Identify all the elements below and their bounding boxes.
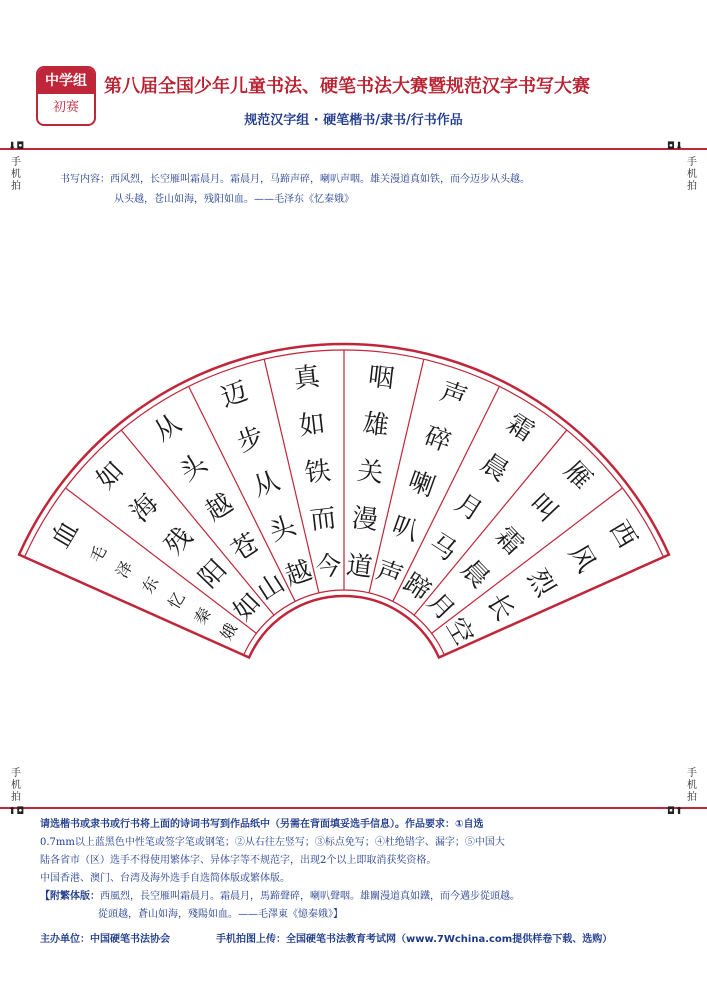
fan-character: 声 — [436, 376, 471, 414]
fan-character: 咽 — [366, 361, 396, 395]
fan-character: 晨 — [455, 554, 495, 594]
camera-arrow-icon-bottom-left: ⬆◘ — [8, 806, 25, 817]
fan-character: 步 — [233, 421, 268, 459]
fan-character: 铁 — [303, 456, 333, 489]
fan-character: 如 — [227, 587, 268, 627]
fan-character: 海 — [124, 488, 165, 529]
fan-character: 毛 — [85, 542, 111, 566]
fan-character: 碎 — [420, 421, 455, 459]
fan-character: 头 — [265, 510, 300, 548]
fan-character: 越 — [281, 555, 316, 593]
fan-character: 叫 — [523, 488, 564, 529]
fan-character: 马 — [423, 528, 462, 568]
traditional-line-1: 西風烈，長空雁叫霜晨月。霜晨月，馬蹄聲碎，喇叭聲咽。雄關漫道真如鐵，而今邁步從頭越。 — [100, 891, 520, 902]
fan-character: 东 — [138, 573, 163, 597]
fan-character: 蹄 — [397, 567, 436, 608]
instructions-line-4: 中国香港、澳门、台湾及海外选手自选简体版或繁体版。 — [40, 873, 290, 884]
fan-frame — [19, 344, 669, 658]
page-title: 第八届全国少年儿童书法、硬笔书法大赛暨规范汉字书写大赛 — [104, 76, 590, 97]
fan-character: 苍 — [226, 528, 265, 568]
content-label: 书写内容： — [60, 174, 110, 185]
fan-character: 真 — [292, 361, 322, 395]
fan-character: 长 — [480, 588, 520, 627]
page-subtitle: 规范汉字组 · 硬笔楷书/隶书/行书作品 — [244, 113, 463, 128]
fan-character: 山 — [252, 567, 291, 608]
footer-upload: 手机拍图上传：全国硬笔书法教育考试网（www.7Wchina.com提供样卷下载、选购） — [216, 934, 613, 945]
badge-round-label: 初赛 — [52, 100, 79, 115]
fan-character: 血 — [45, 515, 85, 554]
footer-organizer: 主办单位：中国硬笔书法协会 — [40, 934, 170, 945]
fan-character: 月 — [449, 488, 488, 528]
fan-character: 道 — [344, 550, 375, 584]
fan-character: 越 — [200, 488, 239, 528]
fan-character: 残 — [159, 521, 199, 562]
fan-character: 雄 — [361, 408, 391, 442]
content-line-1: 西风烈，长空雁叫霜晨月。霜晨月，马蹄声碎，喇叭声咽。雄关漫道真如铁，而今迈步从头越。 — [110, 174, 530, 185]
fan-character: 而 — [308, 503, 338, 537]
fan-character: 娥 — [216, 619, 242, 644]
fan-character: 西 — [603, 515, 643, 554]
instructions-line-2: 0.7mm以上蓝黑色中性笔或签字笔或钢笔；②从右往左竖写；③标点免写；④杜绝错字、漏字；⑤中国大 — [40, 837, 505, 848]
phone-shot-label-top-right: 手 机 拍 — [687, 157, 697, 192]
phone-shot-label-top-left: 手 机 拍 — [11, 157, 21, 192]
fan-character: 空 — [439, 612, 479, 651]
fan-character: 从 — [148, 408, 187, 448]
traditional-label: 【附繁体版： — [40, 891, 100, 902]
fan-character: 今 — [313, 550, 344, 584]
fan-character: 霜 — [501, 408, 540, 448]
fan-character: 雁 — [557, 455, 598, 496]
fan-character: 忆 — [164, 588, 189, 613]
instructions-line-1: 请选楷书或隶书或行书将上面的诗词书写到作品纸中（另需在背面填妥选手信息）。作品要求：①自选 — [40, 819, 484, 830]
fan-character: 霜 — [489, 521, 529, 562]
fan-character: 阳 — [193, 554, 233, 594]
fan-character: 如 — [90, 455, 131, 496]
fan-character: 烈 — [521, 564, 561, 602]
instructions-line-3: 陆各省市（区）选手不得使用繁体字、异体字等不规范字，出现2个以上即取消获奖资格。 — [40, 855, 437, 866]
fan-character: 声 — [372, 555, 407, 593]
phone-shot-label-bottom-right: 手 机 拍 — [687, 768, 697, 803]
content-line-2: 从头越，苍山如海，残阳如血。——毛泽东《忆秦娥》 — [114, 194, 354, 205]
camera-arrow-icon-top-right: ◘⬇ — [667, 141, 684, 152]
fan-character: 晨 — [475, 448, 514, 488]
fan-character: 喇 — [404, 465, 439, 504]
fan-character: 从 — [249, 465, 284, 504]
fan-character: 迈 — [217, 376, 252, 414]
fan-character: 秦 — [190, 604, 215, 628]
fan-character: 头 — [174, 448, 213, 488]
badge-group-label: 中学组 — [38, 68, 94, 94]
fan-character: 漫 — [350, 503, 380, 537]
traditional-line-2: 從頭越，蒼山如海，殘陽如血。——毛澤東《憶秦娥》】 — [98, 909, 343, 920]
fan-character: 风 — [562, 539, 602, 578]
phone-shot-label-bottom-left: 手 机 拍 — [11, 768, 21, 803]
fan-character: 如 — [297, 408, 327, 442]
fan-character: 月 — [420, 587, 461, 627]
fan-character: 关 — [355, 456, 385, 489]
fan-character: 叭 — [388, 510, 423, 548]
camera-arrow-icon-bottom-right: ◘⬆ — [667, 806, 684, 817]
instructions — [40, 816, 672, 924]
camera-arrow-icon-top-left: ⬇◘ — [8, 141, 25, 152]
fan-character: 泽 — [111, 557, 137, 582]
